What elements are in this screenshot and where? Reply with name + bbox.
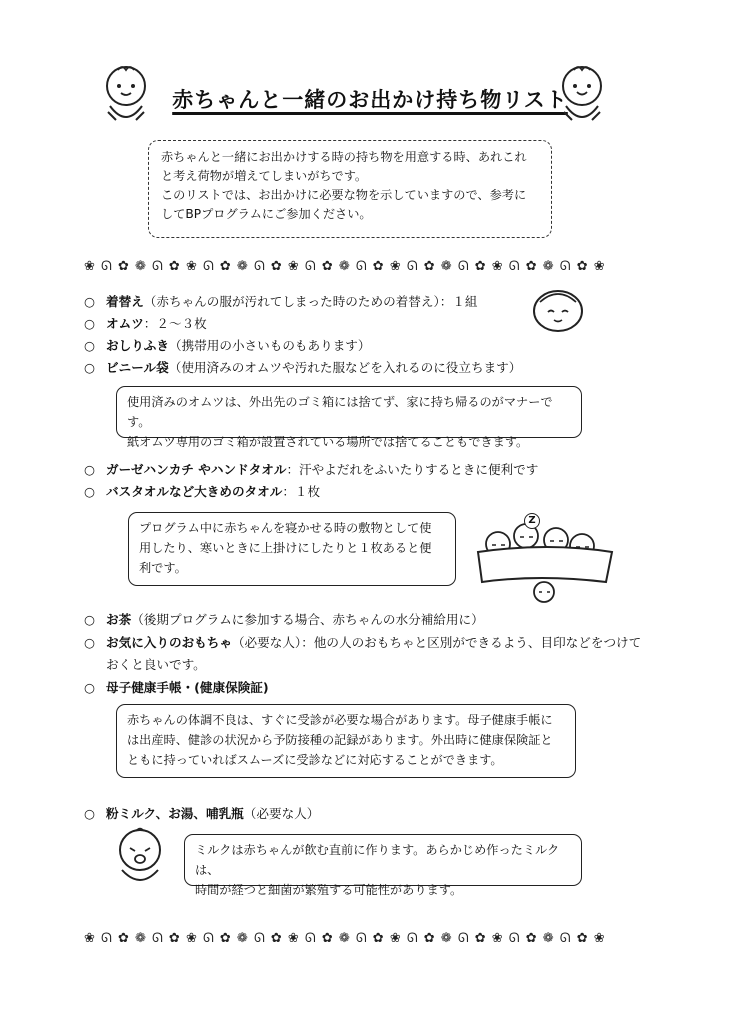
bullet-circle-icon: ○ — [84, 806, 95, 821]
list-item-tea — [84, 610, 644, 630]
bullet-circle-icon: ○ — [84, 316, 95, 331]
item-name: 粉ミルク、お湯、哺乳瓶 — [106, 806, 244, 821]
sleeping-babies-illustration — [470, 512, 620, 604]
note-line: は出産時、健診の状況から予防接種の記録があります。外出時に健康保険証と — [127, 733, 553, 747]
crying-baby-illustration — [112, 826, 168, 886]
note-line: プログラム中に赤ちゃんを寝かせる時の敷物として使 — [139, 521, 432, 535]
item-name: ビニール袋 — [106, 360, 169, 375]
list-item-plastic-bags — [84, 358, 644, 378]
page-title: 赤ちゃんと一緒のお出かけ持ち物リスト — [172, 88, 568, 112]
list-item-health-handbook — [84, 678, 644, 698]
item-detail: （後期プログラムに参加する場合、赤ちゃんの水分補給用に） — [131, 612, 484, 627]
baby-left-illustration — [100, 62, 152, 124]
note-formula — [184, 834, 582, 897]
list-item-handkerchief — [84, 460, 644, 480]
item-detail: ：２～３枚 — [143, 316, 207, 331]
bullet-circle-icon: ○ — [84, 360, 95, 375]
bullet-circle-icon: ○ — [84, 294, 95, 309]
intro-line: と考え荷物が増えてしまいがちです。 — [161, 169, 368, 183]
item-detail: ：汗やよだれをふいたりするときに便利です — [286, 462, 539, 477]
bullet-circle-icon: ○ — [84, 680, 95, 695]
bullet-circle-icon: ○ — [84, 612, 95, 627]
intro-box — [148, 140, 552, 238]
bullet-circle-icon: ○ — [84, 484, 95, 499]
bullet-circle-icon: ○ — [84, 635, 95, 650]
baby-face-illustration — [530, 286, 586, 334]
item-name: ガーゼハンカチ やハンドタオル — [106, 462, 287, 477]
intro-line: このリストでは、お出かけに必要な物を示していますので、参考に — [161, 188, 527, 202]
list-item-formula — [84, 804, 644, 824]
intro-line: 赤ちゃんと一緒にお出かけする時の持ち物を用意する時、あれこれ — [161, 150, 527, 164]
flower-divider-top: ❀ ᘏ ✿ ❁ ᘏ ✿ ❀ ᘏ ✿ ❁ ᘏ ✿ ❀ ᘏ ✿ ❁ ᘏ ✿ ❀ ᘏ ✿ ❁ ᘏ ✿ ❀ ᘏ ✿ ❁ ᘏ ✿ ❀ — [84, 259, 606, 274]
baby-right-illustration — [556, 62, 608, 124]
note-bath-towel — [128, 512, 456, 586]
list-item-bath-towel — [84, 482, 644, 502]
note-line: ミルクは赤ちゃんが飲む直前に作ります。あらかじめ作ったミルクは、 — [195, 843, 560, 877]
item-name: 母子健康手帳・(健康保険証) — [106, 680, 269, 695]
item-name: おしりふき — [106, 338, 169, 353]
intro-line: してBPプログラムにご参加ください。 — [161, 207, 372, 221]
note-line: 用したり、寒いときに上掛けにしたりと１枚あると便 — [139, 541, 432, 555]
note-line: 紙オムツ専用のゴミ箱が設置されている場所では捨てることもできます。 — [127, 435, 529, 449]
list-item-toy — [84, 632, 646, 676]
item-name: オムツ — [106, 316, 144, 331]
bullet-circle-icon: ○ — [84, 338, 95, 353]
item-detail: （必要な人）：他の人のおもちゃと区別ができるよう、目印などをつけておくと良いです。 — [106, 635, 642, 672]
item-name: お気に入りのおもちゃ — [106, 635, 232, 650]
item-detail: （赤ちゃんの服が汚れてしまった時のための着替え）：１組 — [143, 294, 478, 309]
note-diaper-disposal — [116, 386, 582, 449]
note-line: 使用済みのオムツは、外出先のゴミ箱には捨てず、家に持ち帰るのがマナーです。 — [127, 395, 553, 429]
note-health-handbook — [116, 704, 576, 778]
item-detail: ：１枚 — [282, 484, 321, 499]
note-line: ともに持っていればスムーズに受診などに対応することができます。 — [127, 753, 503, 767]
item-detail: （携帯用の小さいものもあります） — [168, 338, 371, 353]
note-line: 赤ちゃんの体調不良は、すぐに受診が必要な場合があります。母子健康手帳に — [127, 713, 553, 727]
item-name: 着替え — [106, 294, 144, 309]
note-line: 利です。 — [139, 561, 187, 575]
item-detail: （必要な人） — [243, 806, 320, 821]
list-item-wipes — [84, 336, 644, 356]
zzz-sleep-icon: Z — [524, 513, 540, 529]
flower-divider-bottom: ❀ ᘏ ✿ ❁ ᘏ ✿ ❀ ᘏ ✿ ❁ ᘏ ✿ ❀ ᘏ ✿ ❁ ᘏ ✿ ❀ ᘏ ✿ ❁ ᘏ ✿ ❀ ᘏ ✿ ❁ ᘏ ✿ ❀ — [84, 931, 606, 946]
item-name: お茶 — [106, 612, 132, 627]
item-detail: （使用済みのオムツや汚れた服などを入れるのに役立ちます） — [168, 360, 522, 375]
item-name: バスタオルなど大きめのタオル — [106, 484, 283, 499]
note-line: 時間が経つと細菌が繁殖する可能性があります。 — [195, 883, 463, 897]
bullet-circle-icon: ○ — [84, 462, 95, 477]
